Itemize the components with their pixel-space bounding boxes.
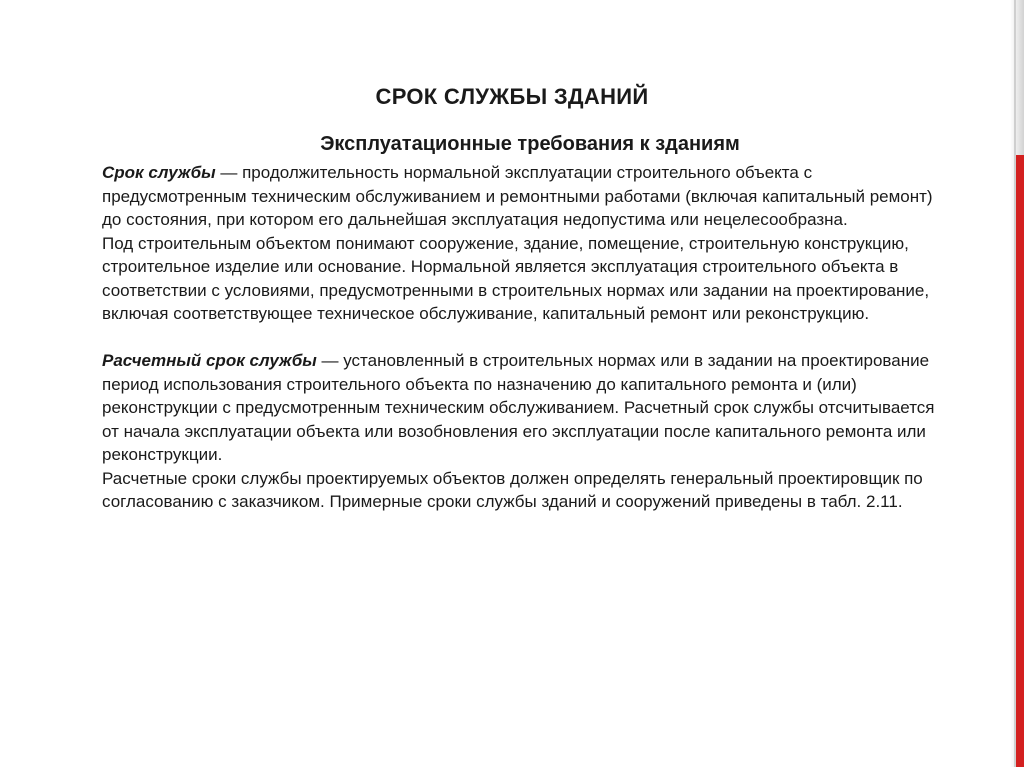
slide-body — [102, 161, 942, 514]
text-design-periods: Расчетные сроки службы проектируемых объектов должен определять генеральный проектировщик по согласованию с заказчиком. Примерные сроки службы зданий и сооружений приведены в табл. 2.11. — [102, 468, 923, 511]
slide-title: СРОК СЛУЖБЫ ЗДАНИЙ — [375, 84, 649, 109]
accent-bar — [1016, 155, 1024, 767]
paragraph-spacer — [102, 326, 942, 350]
definition-design-service-life: — установленный в строительных нормах или в задании на проектирование период использования строительного объекта по назначению до капитального ремонта и (или) реконструкции с предусмотренным техническим обслуживанием. Расчетный срок службы отсчитывается от начала эксплуатации объекта или возобновления его эксплуатации после капитального ремонта или реконструкции. — [102, 351, 935, 464]
paragraph-design-periods — [102, 467, 942, 514]
term-design-service-life: Расчетный срок службы — [102, 351, 317, 370]
term-service-life: Срок службы — [102, 163, 216, 182]
text-construction-object: Под строительным объектом понимают сооружение, здание, помещение, строительную конструкцию, строительное изделие или основание. Нормальной является эксплуатация строительного объекта в соответствии с условиями, предусмотренными в строительных нормах или задании на проектирование, включая соответствующее техническое обслуживание, капитальный ремонт или реконструкцию. — [102, 233, 930, 323]
slide-subtitle: Эксплуатационные требования к зданиям — [320, 133, 740, 155]
paragraph-design-service-life — [102, 349, 942, 467]
paragraph-service-life — [102, 161, 942, 232]
definition-service-life: — продолжительность нормальной эксплуатации строительного объекта с предусмотренным техническим обслуживанием и ремонтными работами (включая капитальный ремонт) до состояния, при котором его дальнейшая эксплуатация недопустима или нецелесообразна. — [102, 163, 933, 229]
paragraph-construction-object — [102, 232, 942, 326]
